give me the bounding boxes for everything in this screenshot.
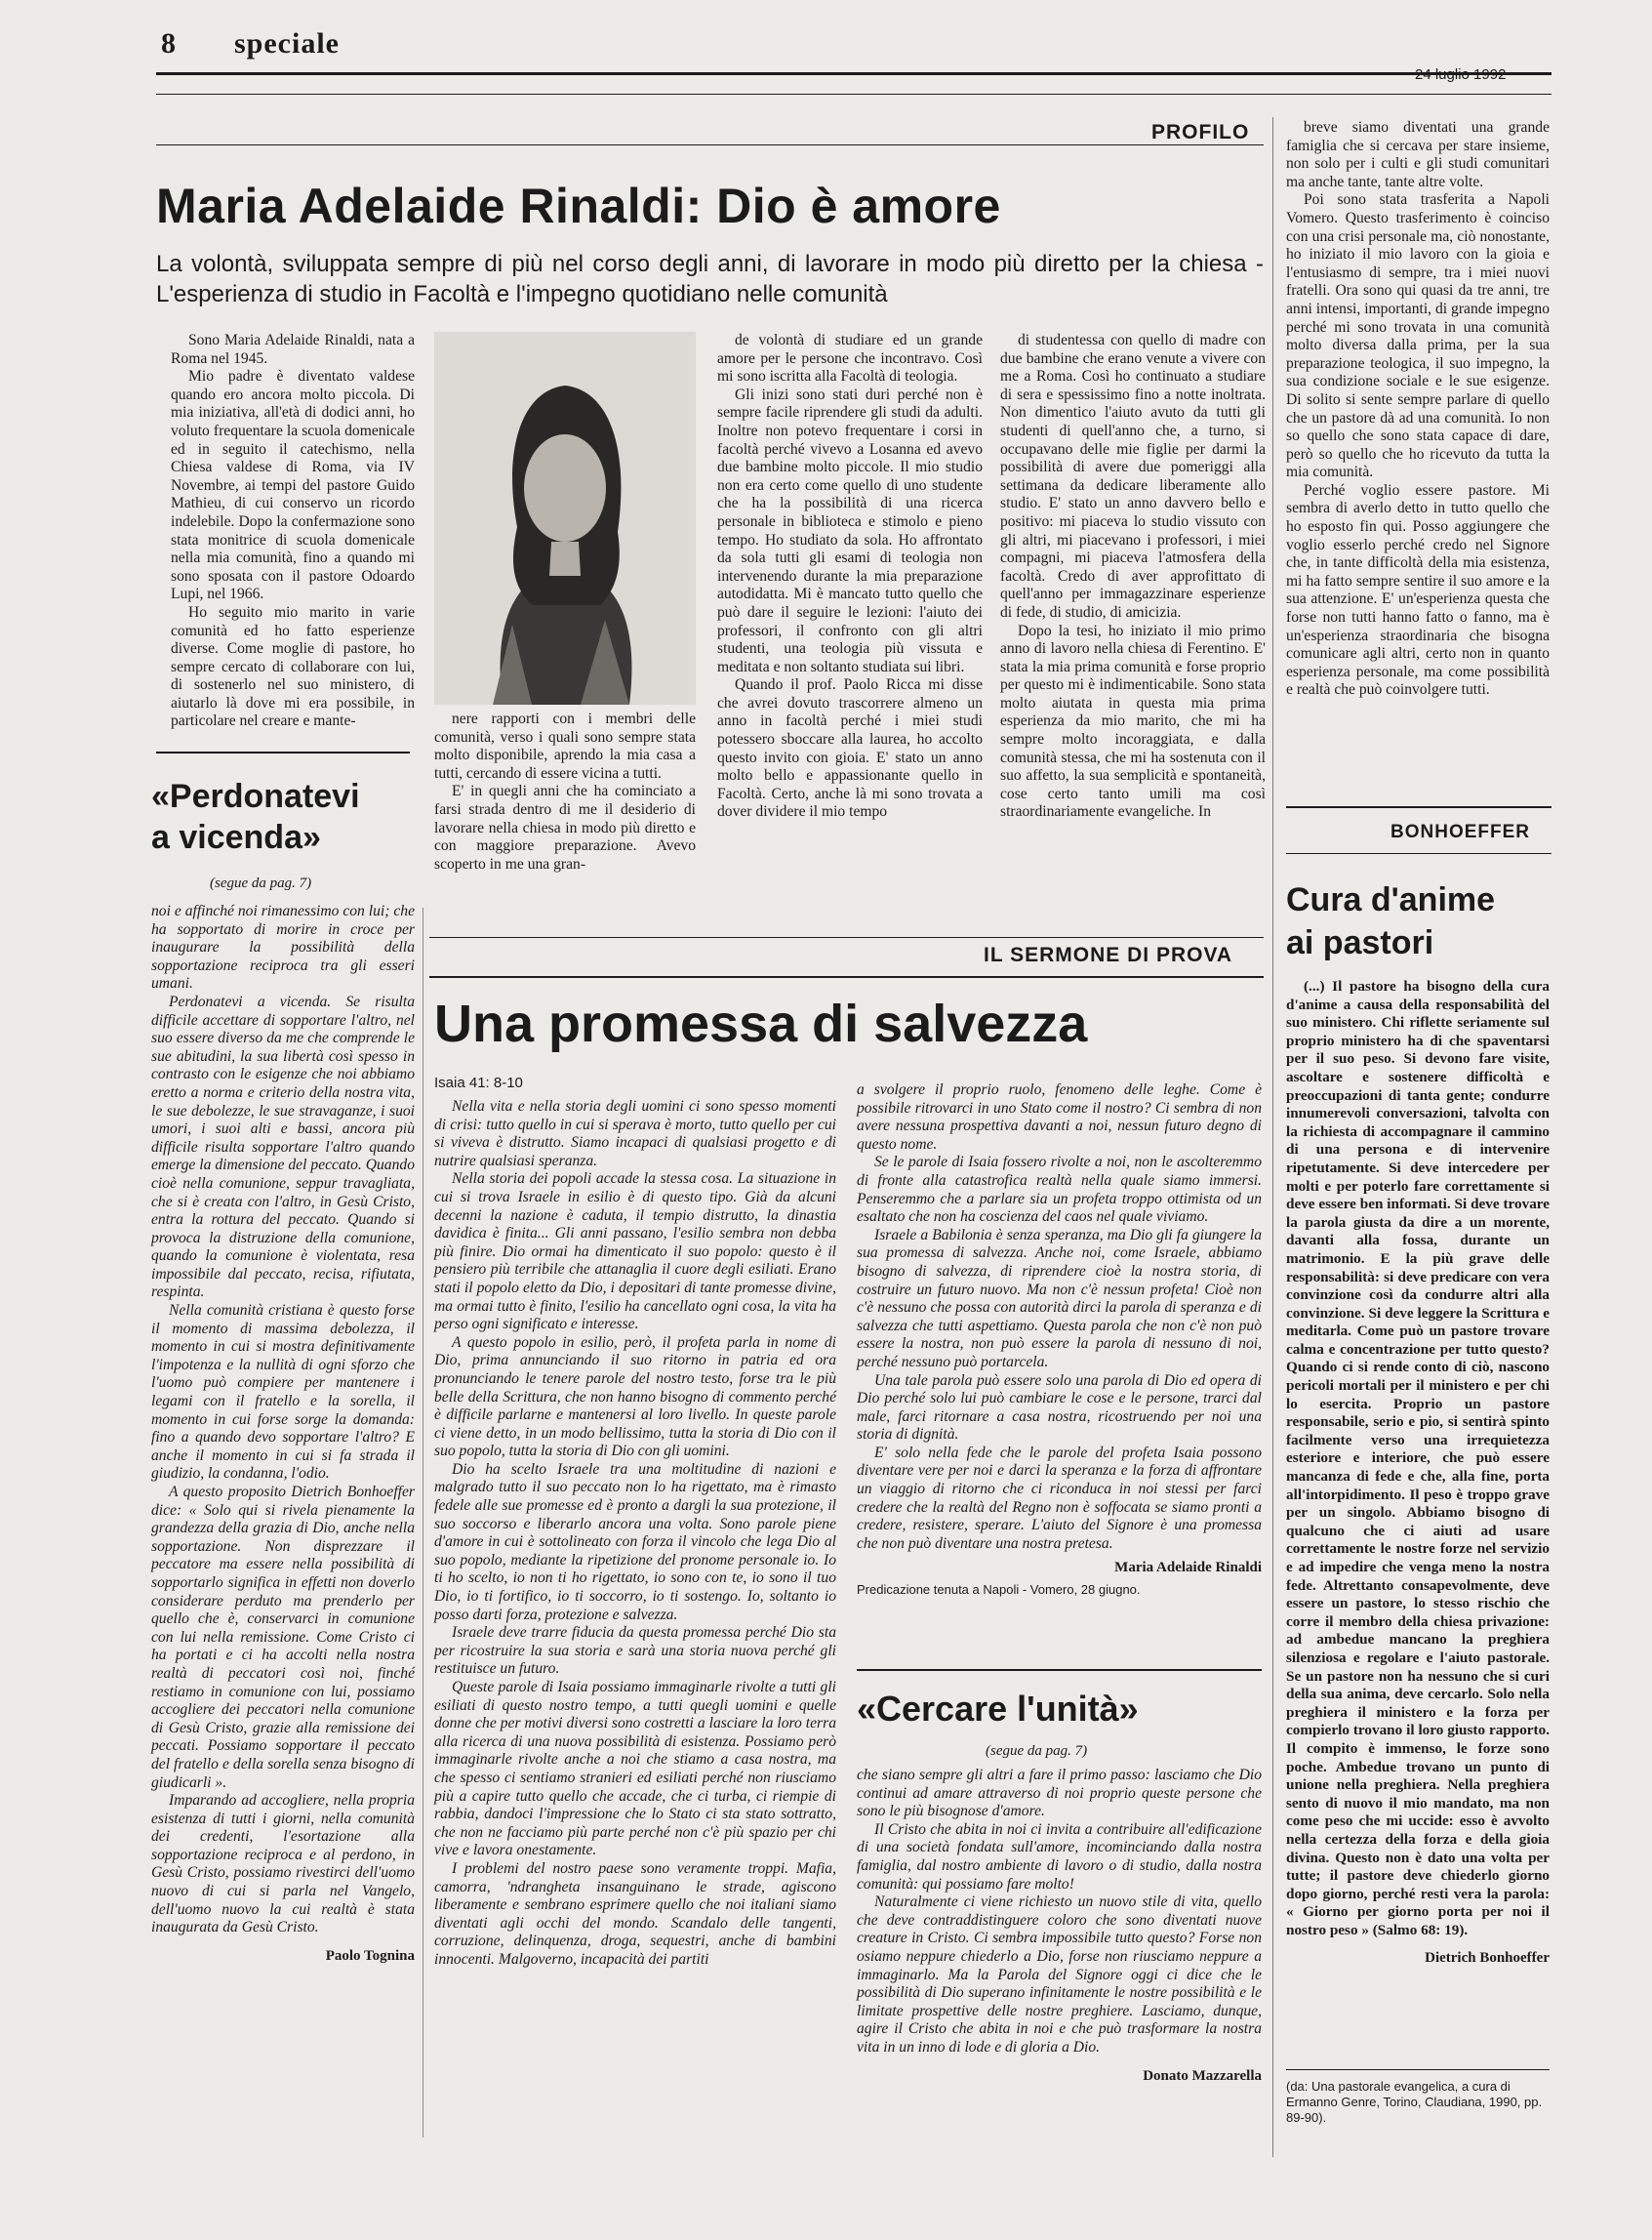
bonhoeffer-rule-2 xyxy=(1286,853,1551,854)
bonhoeffer-rule xyxy=(1286,806,1551,808)
paragraph: a svolgere il proprio ruolo, fenomeno delle leghe. Come è possibile ritrovarci in uno Stato come il nostro? Ci sembra di non avere nessuna prospettiva davanti a noi, nessun futuro degno di questo nome. xyxy=(857,1081,1262,1153)
cercare-signature: Donato Mazzarella xyxy=(1143,2067,1262,2084)
paragraph: E' in quegli anni che ha cominciato a farsi strada dentro di me il desiderio di lavorare nella chiesa in modo più diretto e con maggiore preparazione. Avevo scoperto in me una gran- xyxy=(434,783,696,873)
column-divider xyxy=(1272,117,1273,2157)
bonhoeffer-source-rule xyxy=(1286,2069,1550,2070)
sermone-label: IL SERMONE DI PROVA xyxy=(984,944,1233,966)
sermone-signature: Maria Adelaide Rinaldi xyxy=(1114,1560,1262,1576)
paragraph: Imparando ad accogliere, nella propria esistenza di tutti i giorni, nella comunità dei credenti, l'esortazione alla sopportazione reciproca e al perdono, in Gesù Cristo, possiamo rivestirci dell'uomo nuovo di cui si parla nel Vangelo, dell'uomo nuovo la cui realtà è stata inaugurata da Gesù Cristo. xyxy=(151,1792,415,1936)
bonhoeffer-label: BONHOEFFER xyxy=(1390,822,1530,842)
sermone-reference: Isaia 41: 8-10 xyxy=(434,1075,523,1091)
bonhoeffer-title-line1: Cura d'anime xyxy=(1286,881,1496,918)
paragraph: Israele a Babilonia è senza speranza, ma Dio gli fa giungere la sua promessa di salvezza. Anche noi, come Israele, abbiamo bisogno di salvezza, di riprendere cioè la nostra storia, di costruire un futuro nuovo. Ma non c'è nessun profeta! Cioè non c'è nessuno che possa con autorità dirci la parola di speranza e di salvezza che tutti aspettiamo. Questa parola che non c'è non può essere la nostra, non può essere la parola di nessuno di noi, perché nessuno può portarcela. xyxy=(857,1226,1262,1370)
paragraph: Nella comunità cristiana è questo forse il momento di massima debolezza, il momento in cui si mostra definitivamente l'impotenza e la nullità di ogni sforzo che l'uomo può compiere per mantenere i legami con il fratello e la sorella, il momento in cui forse sorge la domanda: fino a quando devo sopportare l'altro? E anche il momento in cui si fa strada il giudizio, la condanna, l'odio. xyxy=(151,1302,415,1483)
paragraph: Il Cristo che abita in noi ci invita a contribuire all'edificazione di una società fondata sull'amore, incominciando dalla nostra famiglia, dal nostro ambiente di lavoro o di studio, dalla nostra comunità: qui possiamo fare molto! xyxy=(857,1820,1262,1893)
perdonatevi-title xyxy=(151,776,360,858)
paragraph: A questo proposito Dietrich Bonhoeffer dice: « Solo qui si rivela pienamente la grandezza della grazia di Dio, anche nella sopportazione. Non disprezzare il peccatore ma essere nella possibilità di sopportarlo significa in effetti non doverlo considerare perduto ma prenderlo per quello che è, conservarci in comunione con lui nella remissione. Come Cristo ci ha portati e ci ha accolti nella nostra realtà di peccatori così noi, finché restiamo in comunione con lui, possiamo accogliere dei peccatori nella comunione di Gesù Cristo, grazie alla remissione dei peccati. Possiamo sopportare il peccato del fratello e della sorella senza bisogno di giudicarli ». xyxy=(151,1484,415,1791)
perdonatevi-body xyxy=(151,903,415,1965)
paragraph: di studentessa con quello di madre con due bambine che erano venute a vivere con me a Roma. Così ho continuato a studiare di sera e spessissimo fino a notte inoltrata. Non dimentico l'aiuto avuto da tutti gli studenti di quell'anno che, a turno, si occupavano delle mie figlie per darmi la possibilità di avere due pomeriggi alla settimana da dedicare liberamente allo studio. E' stato un anno davvero bello e positivo: mi piaceva lo studio vissuto con gli altri, mi piacevano i professori, i miei compagni, mi piaceva l'atmosfera della facoltà. Credo di aver approfittato di quell'anno per immagazzinare esperienze di fede, di studio, di amicizia. xyxy=(1000,332,1266,621)
bonhoeffer-body xyxy=(1286,978,1550,1968)
paragraph: Nella vita e nella storia degli uomini ci sono spesso momenti di crisi: tutto quello in cui si sperava è morto, tutto quello per cui si viveva è distrutto. Siamo incapaci di qualsiasi progetto e di nutrire qualsiasi speranza. xyxy=(434,1098,836,1169)
portrait-photo xyxy=(434,332,696,705)
paragraph: I problemi del nostro paese sono veramente troppi. Mafia, camorra, 'ndrangheta insanguinano le strade, agiscono liberamente e sembrano esprimere quello che noi italiani siamo diventati agli occhi del mondo. Scandalo delle tangenti, corruzione, delinquenza, droga, sequestri, anche di bambini innocenti. Malgoverno, incapacità dei partiti xyxy=(434,1859,836,1968)
page-number: 8 xyxy=(161,27,176,60)
sermone-rule xyxy=(429,976,1264,978)
header-rule-thin xyxy=(156,94,1551,95)
paragraph: Queste parole di Isaia possiamo immaginarle rivolte a tutti gli esiliati di questo nostro tempo, a tutti quegli uomini e quelle donne che per motivi diversi sono costretti a lasciare la loro terra alla ricerca di una nuova possibilità di esistenza. Possiamo però immaginarle rivolte anche a noi che stiamo a casa nostra, ma che spesso ci sentiamo stranieri ed esiliati perché non riusciamo più a capire tutto quello che accade, che ci turba, ci riempie di rabbia, dandoci l'impressione che lo Stato ci sta stato sottratto, che non ne facciamo più parte perché non c'è più spazio per chi vive e lavora onestamente. xyxy=(434,1679,836,1859)
sermone-col-2 xyxy=(857,1081,1262,1600)
paragraph: che siano sempre gli altri a fare il primo passo: lasciamo che Dio continui ad amare attraverso di noi proprio queste persone che sono le più bisognose d'amore. xyxy=(857,1767,1262,1820)
profilo-rule xyxy=(156,144,1264,145)
perdonatevi-signature: Paolo Tognina xyxy=(325,1947,415,1964)
paragraph: Dio ha scelto Israele tra una moltitudine di nazioni e malgrado tutto il suo peccato non lo ha rigettato, ma è rimasto fedele alle sue promesse ed è pronto a dargli la sua protezione, il suo soccorso e liberarlo ancora una volta. Sono parole piene d'amore in cui è sottolineato con forza il vincolo che lega Dio al suo popolo, mediante la ripetizione del pronome personale io. Io ti ho scelto, io non ti ho rigettato, io sono con te, io sono il tuo Dio, io ti fortifico, io ti soccorro, io ti sostengo. Io, soltanto io posso darti forza, protezione e salvezza. xyxy=(434,1460,836,1623)
paragraph: Dopo la tesi, ho iniziato il mio primo anno di lavoro nella chiesa di Ferentino. E' stata la mia prima comunità e forse proprio per questo mi è indimenticabile. Sono stata molto aiutata in questa mia prima esperienza da mio marito, che mi ha sempre molto incoraggiata, e dalla comunità stessa, che mi ha sostenuta con il suo affetto, la sua semplicità e spontaneità, cose certo tanto umili ma così straordinariamente evangeliche. In xyxy=(1000,622,1266,821)
profilo-col-3 xyxy=(717,332,983,822)
bonhoeffer-title-line2: ai pastori xyxy=(1286,924,1434,961)
profilo-col-4 xyxy=(1000,332,1266,822)
sermone-title: Una promessa di salvezza xyxy=(434,995,1088,1053)
paragraph: Perché voglio essere pastore. Mi sembra di averlo detto in tutto quello che ho esposto fin qui. Posso aggiungere che voglio esserlo perché credo nel Signore che, in tante difficoltà della mia esistenza, mi ha fatto sempre sentire il suo amore e la sua attenzione. E' un'esperienza questa che forse non tutti hanno fatto o fanno, ma è un'esperienza straordinaria che bisogna comunicare agli altri, certo non in quanto esperienza personale, ma come possibilità e realtà che può coinvolgere tutti. xyxy=(1286,481,1550,699)
sermone-rule-top xyxy=(429,937,1264,938)
paragraph: Perdonatevi a vicenda. Se risulta difficile accettare di sopportare l'altro, nel suo essere diverso da me che comprende le sue abitudini, la sua libertà così spesso in contrasto con le esigenze che noi abbiamo eretto a norma e criterio della nostra vita, le sue debolezze, le sue stravaganze, i suoi umori, i suoi alti e bassi, ancora più difficile risulta sopportare l'altro quando emerge la dimensione del peccato. Quando cioè nella comunione, seppur travagliata, che si è creata con l'altro, in Gesù Cristo, entra la rottura del peccato. Quando si provoca la distruzione della comunione, quando la comunione è violentata, resa impossibile dal peccato, recisa, rifiutata, respinta. xyxy=(151,993,415,1301)
paragraph: Naturalmente ci viene richiesto un nuovo stile di vita, quello che deve contraddistinguere coloro che sono diventati nuove creature in Cristo. Ci sembra impossibile tutto questo? Forse non osiamo neppure chiederlo a Dio, forse non riusciamo neppure a immaginarlo. Ma la Parola del Signore oggi ci dice che le possibilità di Dio superano infinitamente le nostre possibilità e le limitate prospettive delle nostre preghiere. Lasciamo, dunque, agire il Cristo che abita in noi e che può trasformare la nostra vita in un inno di lode e di gloria a Dio. xyxy=(857,1894,1262,2056)
paragraph: de volontà di studiare ed un grande amore per le persone che incontravo. Così mi sono iscritta alla Facoltà di teologia. xyxy=(717,332,983,386)
paragraph: Gli inizi sono stati duri perché non è sempre facile riprendere gli studi da adulti. Inoltre non potevo frequentare i corsi in facoltà perché vivevo a Losanna ed avevo due bambine molto piccole. Il mio studio non era certo come quello di uno studente che ha la possibilità di una ricerca personale in biblioteca e stimolo e pieno tempo. Ho studiato da sola. Ho affrontato da sola tutti gli esami di teologia non intervenendo durante la mia preparazione autodidatta. Mi è mancato tutto quello che può dare il seguire le lezioni: l'aiuto dei professori, il confronto con gli altri studenti, una teologia più vissuta e meditata e non soltanto studiata sui libri. xyxy=(717,386,983,675)
paragraph: E' solo nella fede che le parole del profeta Isaia possono diventare vere per noi e darci la speranza e la forza di affrontare un viaggio di ritorno che ci riconduca in noi stessi per farci credere che la realtà del Regno non è soffocata se siamo pronti a credere, resistere, sperare. L'aiuto del Signore è una promessa che non può diventare una nostra pretesa. xyxy=(857,1444,1262,1552)
section-name: speciale xyxy=(234,27,340,60)
profilo-subtitle: La volontà, sviluppata sempre di più nel corso degli anni, di lavorare in modo più diretto per la chiesa - L'esperienza di studio in Facoltà e l'impegno quotidiano nelle comunità xyxy=(156,251,1264,307)
paragraph: Poi sono stata trasferita a Napoli Vomero. Questo trasferimento è coinciso con una crisi personale ma, ciò nonostante, ho iniziato il mio lavoro con la gioia e l'entusiasmo di sempre, tra i miei nuovi fratelli. Ora sono qui quasi da tre anni, tre anni intensi, importanti, di grande impegno perché mi sono trovata in una comunità molto diversa dalla prima, per la sua preparazione teologica, il suo impegno, la sua condizione sociale e le sue esigenze. Di solito si sente sempre parlare di quello che un pastore dà ad una comunità. Io non so quello che sono stata capace di dare, però so quello che ho ricevuto da tutta la mia comunità. xyxy=(1286,191,1550,481)
cercare-title: «Cercare l'unità» xyxy=(857,1689,1139,1729)
profilo-col-5 xyxy=(1286,119,1550,700)
paragraph: Israele deve trarre fiducia da questa promessa perché Dio sta per ricostruire la sua storia e sarà una storia nuova perché gli restituisce un futuro. xyxy=(434,1624,836,1678)
profilo-label: PROFILO xyxy=(1151,121,1250,143)
issue-date: 24 luglio 1992 xyxy=(1415,66,1507,83)
perdonatevi-continued: (segue da pag. 7) xyxy=(210,876,312,891)
paragraph: A questo popolo in esilio, però, il profeta parla in nome di Dio, prima annunciando il suo ritorno in patria ed ora pronunciando le tenere parole del nostro testo, forse tra le più belle della Scrittura, che non hanno bisogno di commento perché è difficile parlarne e mantenersi al loro livello. In queste parole ci viene detto, in un modo bellissimo, tutta la storia di Dio con il suo popolo, tutta la storia di Dio con gli uomini. xyxy=(434,1333,836,1460)
header-rule xyxy=(156,72,1551,75)
paragraph: breve siamo diventati una grande famiglia che si cercava per stare insieme, non solo per i culti e gli studi comunitari ma anche tante, tante altre volte. xyxy=(1286,119,1550,190)
sermone-note: Predicazione tenuta a Napoli - Vomero, 28 giugno. xyxy=(857,1582,1141,1598)
cercare-body xyxy=(857,1767,1262,2085)
bonhoeffer-signature: Dietrich Bonhoeffer xyxy=(1425,1950,1550,1967)
paragraph: noi e affinché noi rimanessimo con lui; che ha sopportato di morire in croce per inaugurare la possibilità della sopportazione reciproca tra gli esseri umani. xyxy=(151,903,415,993)
paragraph: Se le parole di Isaia fossero rivolte a noi, non le ascolteremmo di fronte alla catastrofica realtà nella quale siamo immersi. Penseremmo che a parlare sia un profeta troppo ottimista od un esaltato che non ha coscienza del caos nel quale viviamo. xyxy=(857,1154,1262,1226)
perdonatevi-title-line2: a vicenda» xyxy=(151,819,321,856)
paragraph: Ho seguito mio marito in varie comunità ed ho fatto esperienze diverse. Come moglie di pastore, ho sempre cercato di collaborare con lui, di sostenerlo nel suo ministero, di aiutarlo là dove mi era possibile, in particolare nel creare e mante- xyxy=(171,603,415,730)
perdonatevi-title-line1: «Perdonatevi xyxy=(151,778,360,815)
perdonatevi-rule xyxy=(156,752,410,753)
cercare-continued: (segue da pag. 7) xyxy=(986,1743,1088,1759)
paragraph: Quando il prof. Paolo Ricca mi disse che avrei dovuto trascorrere almeno un anno in facoltà perché i miei studi potessero sboccare alla laurea, ho accolto questo invito con gioia. E' stato un anno molto bello e appassionante quello in Facoltà. Certo, anche là mi sono trovata a dover dividere il mio tempo xyxy=(717,676,983,821)
paragraph: Nella storia dei popoli accade la stessa cosa. La situazione in cui si trova Israele in esilio è di questo tipo. Già da alcuni decenni la nazione è caduta, il tempio distrutto, la dinastia davidica è finita... Gli anni passano, l'esilio sembra non debba più finire. Dio ormai ha dimenticato il suo popolo: questo è il pensiero più terribile che attanaglia il cuore degli esiliati. Erano stati il popolo eletto da Dio, i depositari di tante promesse divine, ma ormai tutto è finito, l'esilio ha cancellato ogni cosa, la vita ha perso ogni significato e interesse. xyxy=(434,1170,836,1333)
paragraph: nere rapporti con i membri delle comunità, verso i quali sono sempre stata molto disponibile, aprendo la mia casa a tutti, cercando di essere vicina a tutti. xyxy=(434,711,696,782)
profilo-title: Maria Adelaide Rinaldi: Dio è amore xyxy=(156,179,1001,233)
paragraph: Sono Maria Adelaide Rinaldi, nata a Roma nel 1945. xyxy=(171,332,415,367)
bonhoeffer-source: (da: Una pastorale evangelica, a cura di Ermanno Genre, Torino, Claudiana, 1990, pp. 89-90). xyxy=(1286,2079,1543,2125)
profilo-col-1 xyxy=(171,332,415,731)
paragraph: Una tale parola può essere solo una parola di Dio ed opera di Dio perché solo lui può cambiare le cose e le persone, trarci dal male, farci ritornare a casa nostra, ricostruendo per noi una storia di dignità. xyxy=(857,1371,1262,1444)
profilo-col-2 xyxy=(434,711,696,874)
cercare-rule xyxy=(857,1669,1262,1671)
sermone-col-1 xyxy=(434,1098,836,1970)
paragraph: Mio padre è diventato valdese quando ero ancora molto piccola. Di mia iniziativa, all'età di dodici anni, ho voluto frequentare la scuola domenicale ed in seguito il catechismo, nella Chiesa valdese di Roma, via IV Novembre, ai tempi del pastore Guido Mathieu, di cui conservo un ricordo indelebile. Dopo la confermazione sono stata monitrice di scuola domenicale nella mia comunità, fino a quando mi sono sposata con il pastore Odoardo Lupi, nel 1966. xyxy=(171,368,415,603)
paragraph: (...) Il pastore ha bisogno della cura d'anime a causa della responsabilità del suo ministero. Chi riflette seriamente sul proprio ministero ha di che spaventarsi per il suo peso. Si devono fare visite, ascoltare e sostenere difficoltà e preoccupazioni di tanta gente; condurre innumerevoli conversazioni, talvolta con la richiesta di accompagnare il cammino di una persona e di intervenire ripetutamente. Si deve intercedere per molti e per poterlo fare correttamente si deve essere ben informati. Si deve trovare la parola giusta da dire a un morente, davanti alla fossa, durante un matrimonio. E la più grave delle responsabilità: si deve predicare con vera convinzione così da condurre altri alla convinzione. Si deve leggere la Scrittura e meditarla. Come può un pastore trovare calma e concentrazione per tutto questo? Quando ci si rende conto di ciò, nascono pericoli mortali per il ministero e per chi lo esercita. Proprio un pastore responsabile, serio e pio, si sentirà spinto facilmente verso una irrequietezza esteriore e interiore, che può essere mancanza di fede e che, alla fine, porta all'intorpidimento. Il peso è troppo grave per un singolo. Abbiamo bisogno di qualcuno che ci aiuti ad usare correttamente le nostre forze nel servizio e ad impedire che venga meno la nostra fede. Altrettanto consapevolmente, deve essere un pastore, lo stesso rischio che corre il membro della chiesa privazione: ad ambedue mancano la preghiera silenziosa e regolare e l'aiuto pastorale. Se un pastore non ha nessuno che si curi della sua anima, deve cercarlo. Solo nella preghiera il ministero e la forza per compierlo trovano il loro giusto rapporto. Il compito è immenso, le forze sono poche. Ambedue trovano un punto di unione nella preghiera. Nella preghiera sento di nuovo il mio mandato, ma non come peso che mi uccide: esso è avvolto nella certezza della forza e della gioia divina. Questo non è dato una volta per tutte; il pastore deve chiederlo giorno dopo giorno, perché resti vera la parola: « Giorno per giorno porta per noi il nostro peso » (Salmo 68: 19). xyxy=(1286,978,1550,1938)
bonhoeffer-title xyxy=(1286,878,1495,964)
